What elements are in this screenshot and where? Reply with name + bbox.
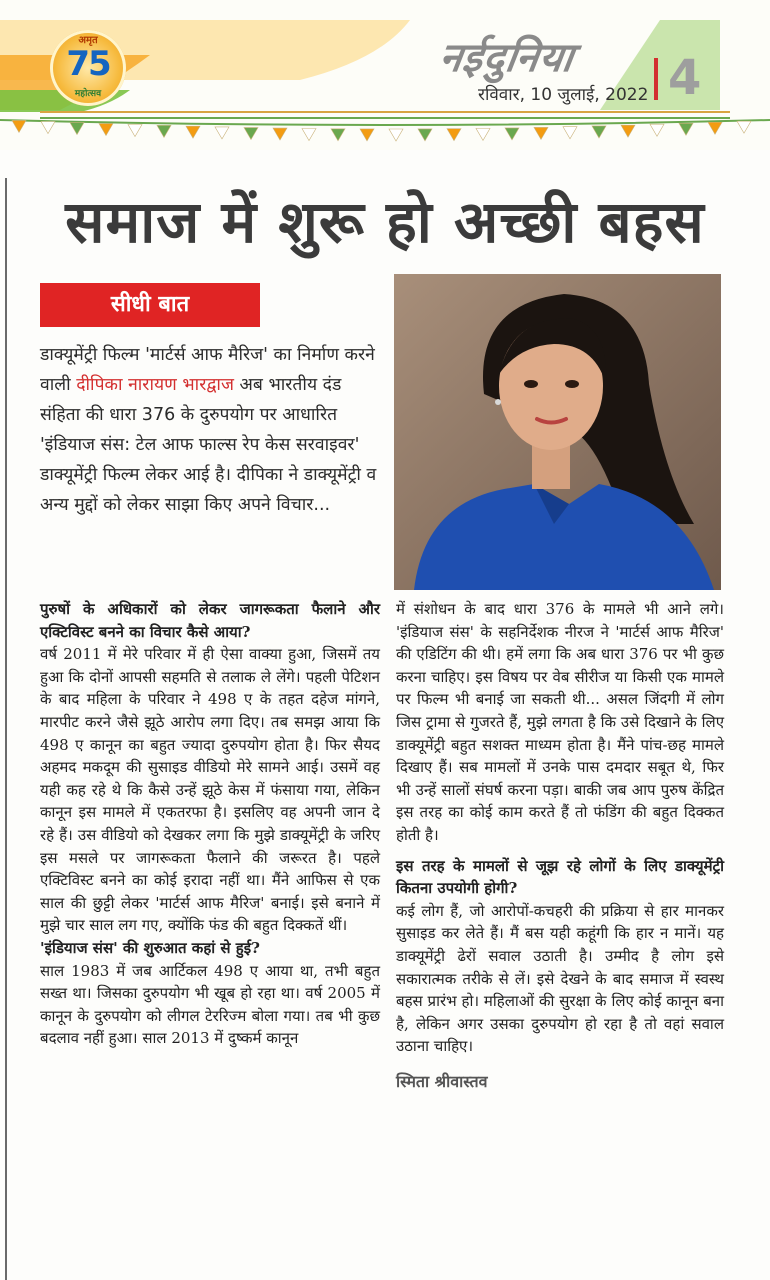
- bunting-flag: [476, 128, 490, 140]
- byline: स्मिता श्रीवास्तव: [396, 1071, 488, 1091]
- bunting-flag: [447, 129, 461, 141]
- bunting-flag: [70, 123, 84, 135]
- amrit-mahotsav-logo: [50, 30, 126, 106]
- intro-text-start: डाक्यूमेंट्री फिल्म 'मार्टर्स आफ मैरिज' का निर्माण करने वाली: [40, 345, 375, 395]
- page-number-separator: [654, 58, 658, 100]
- column-rule: [5, 178, 7, 1280]
- logo-number: 75: [66, 44, 110, 84]
- bunting-flag: [563, 127, 577, 139]
- interviewee-photo: [394, 274, 721, 590]
- bunting-flag: [41, 121, 55, 133]
- newspaper-brand: नईदुनिया: [436, 35, 578, 81]
- bunting-flag: [708, 122, 722, 134]
- bunting-flag: [302, 128, 316, 140]
- answer-2-start: साल 1983 में जब आर्टिकल 498 ए आया था, तभी बहुत सख्त था। जिसका दुरुपयोग भी खूब हो रहा था। वर्ष 2005 में कानून के दुरुपयोग को लीगल टेररिज्म बोला गया। तब भी कुछ बदलाव नहीं हुआ। साल 2013 में दुष्कर्म कानून: [40, 961, 380, 1048]
- bunting-flag: [360, 129, 374, 141]
- intro-text-end: अब भारतीय दंड संहिता की धारा 376 के दुरुपयोग पर आधारित 'इंडियाज संस: टेल आफ फाल्स रेप केस सरवाइवर' डाक्यूमेंट्री फिल्म लेकर आई है। दीपिका ने डाक्यूमेंट्री व अन्य मुद्दों को लेकर साझा किए अपने विचार...: [40, 375, 377, 515]
- logo-bottom-text: महोत्सव: [74, 89, 102, 99]
- page-number: 4: [668, 50, 702, 106]
- bunting-flag: [534, 127, 548, 139]
- answer-2-continued: में संशोधन के बाद धारा 376 के मामले भी आने लगे। 'इंडियाज संस' के सहनिर्देशक नीरज ने 'मार्टर्स आफ मैरिज' की एडिटिंग की थी। हमें लगा कि अब धारा 376 पर भी कुछ करना चाहिए। इस विषय पर वेब सीरीज या किसी एक मामले पर फिल्म भी बनाई जा सकती थी... असल जिंदगी में लोग जिस ट्रामा से गुजरते हैं, मुझे लगता है कि उसे दिखाने के लिए डाक्यूमेंट्री बहुत सशक्त माध्यम होता है। मैंने पांच-छह मामले दिखाए हैं। सब मामलों में उनके पास दमदार सबूत थे, फिर भी उन्हें सालों संघर्ष करना पड़ा। बाकी जब आप पुरुष केंद्रित इस तरह का कोई काम करते हैं तो फंडिंग की बहुत दिक्कत होती है।: [396, 600, 724, 844]
- masthead: [0, 0, 770, 150]
- bunting-flag: [186, 126, 200, 138]
- question-3: इस तरह के मामलों से जूझ रहे लोगों के लिए डाक्यूमेंट्री कितना उपयोगी होगी?: [396, 856, 724, 898]
- bunting-flag: [650, 124, 664, 136]
- question-2: 'इंडियाज संस' की शुरुआत कहां से हुई?: [40, 938, 260, 957]
- bunting-flag: [621, 125, 635, 137]
- body-column-left: [40, 598, 380, 1050]
- intro-paragraph: [40, 340, 380, 520]
- headline: समाज में शुरू हो अच्छी बहस: [65, 188, 705, 256]
- answer-3: कई लोग हैं, जो आरोपों-कचहरी की प्रक्रिया से हार मानकर सुसाइड कर लेते हैं। मैं बस यही कहूंगी कि हार न मानें। यह डाक्यूमेंट्री ढेरों सवाल उठाती है। उम्मीद है लोग इसे सकारात्मक तरीके से लें। इसे देखने के बाद समाज में स्वस्थ बहस प्रारंभ हो। महिलाओं की सुरक्षा के लिए कोई कानून बना है, लेकिन अगर उसका दुरुपयोग हो रहा है तो वहां सवाल उठाना चाहिए।: [396, 901, 724, 1056]
- bunting-flag: [331, 129, 345, 141]
- bunting-flag: [99, 124, 113, 136]
- flag-bunting: [0, 116, 770, 146]
- section-tag: सीधी बात: [40, 283, 260, 327]
- answer-1: वर्ष 2011 में मेरे परिवार में ही ऐसा वाक्या हुआ, जिसमें तय हुआ कि दोनों आपसी सहमति से तलाक ले लेंगे। पहली पेटिशन के बाद महिला के परिवार ने 498 ए के तहत दहेज मांगने, मारपीट करने जैसे झूठे आरोप लगा दिए। तब समझ आया कि 498 ए कानून का बहुत ज्यादा दुरुपयोग होता है। फिर सैयद अहमद मकदूम की सुसाइड वीडियो मेरे सामने आई। उसमें वह यही कह रहे थे कि कैसे उन्हें झूठे केस में फंसाया गया, लेकिन कानून इस मामले में एकतरफा है। इसलिए वह अपनी जान दे रहे हैं। उस वीडियो को देखकर लगा कि मुझे डाक्यूमेंट्री के जरिए इस मसले पर जागरूकता फैलाने की जरूरत है। पहले एक्टिविस्ट बनने का कोई इरादा नहीं था। मैंने आफिस से एक साल की छुट्टी लेकर 'मार्टर्स आफ मैरिज' बनाई। इसे बनाने में मुझे चार साल लग गए, क्योंकि फंड की बहुत दिक्कतें थीं।: [40, 645, 380, 935]
- body-column-right: [396, 598, 724, 1092]
- bunting-flag: [244, 128, 258, 140]
- dateline: रविवार, 10 जुलाई, 2022: [478, 85, 649, 105]
- bunting-flag: [737, 121, 751, 133]
- bunting-flag: [157, 125, 171, 137]
- bunting-flag: [389, 129, 403, 141]
- bunting-flag: [215, 127, 229, 139]
- bunting-flag: [679, 123, 693, 135]
- interviewee-name: दीपिका नारायण भारद्वाज: [76, 375, 234, 395]
- bunting-flag: [273, 128, 287, 140]
- portrait-illustration: [394, 274, 721, 590]
- bunting-flag: [418, 129, 432, 141]
- bunting-flag: [12, 120, 26, 132]
- bunting-flag: [505, 128, 519, 140]
- question-1: पुरुषों के अधिकारों को लेकर जागरूकता फैलाने और एक्टिविस्ट बनने का विचार कैसे आया?: [40, 600, 380, 641]
- bunting-flag: [592, 126, 606, 138]
- bunting-flag: [128, 124, 142, 136]
- logo-top-text: अमृत: [78, 35, 98, 46]
